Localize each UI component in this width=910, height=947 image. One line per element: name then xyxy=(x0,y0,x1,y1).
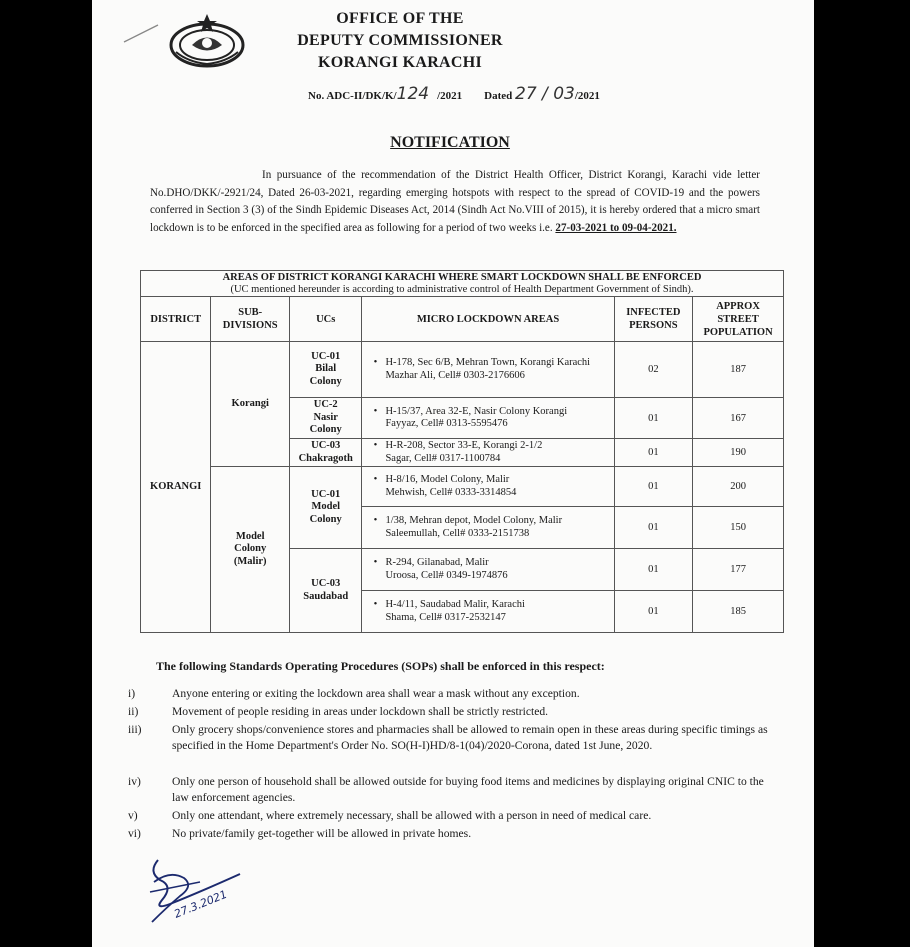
sop-number: iii) xyxy=(128,723,142,736)
area-text: 1/38, Mehran depot, Model Colony, Malir Saleemullah, Cell# 0333-2151738 xyxy=(385,515,563,539)
area-text: H-4/11, Saudabad Malir, Karachi Shama, Cell# 0317-2532147 xyxy=(385,599,525,623)
subdivision-korangi: Korangi xyxy=(211,342,290,467)
area-cell: • H-15/37, Area 32-E, Nasir Colony Korangi Fayyaz, Cell# 0313-5595476 xyxy=(362,398,614,439)
date-day-handwritten: 27 xyxy=(515,84,537,104)
infected-cell: 02 xyxy=(614,342,693,398)
lockdown-period: 27-03-2021 to 09-04-2021. xyxy=(555,221,677,234)
sop-text: Only one person of household shall be allowed outside for buying food items and medicines by displaying original CNIC to the law enforcement agencies. xyxy=(172,775,764,804)
header-infected: INFECTED PERSONS xyxy=(614,297,693,342)
area-cell: • R-294, Gilanabad, Malir Uroosa, Cell# 0349-1974876 xyxy=(362,549,614,591)
header-ucs: UCs xyxy=(290,297,362,342)
header-population: APPROX STREET POPULATION xyxy=(693,297,784,342)
infected-cell: 01 xyxy=(614,507,693,549)
sop-number: ii) xyxy=(128,705,139,718)
subdivision-model-colony: Model Colony (Malir) xyxy=(211,467,290,633)
district-cell: KORANGI xyxy=(141,342,211,633)
uc-cell: UC-01 Bilal Colony xyxy=(290,342,362,398)
area-text: H-R-208, Sector 33-E, Korangi 2-1/2 Sagar, Cell# 0317-1100784 xyxy=(385,440,543,464)
population-cell: 150 xyxy=(693,507,784,549)
sop-number: v) xyxy=(128,809,138,822)
population-cell: 200 xyxy=(693,467,784,507)
header-areas: MICRO LOCKDOWN AREAS xyxy=(362,297,614,342)
header-subdivisions: SUB- DIVISIONS xyxy=(211,297,290,342)
population-cell: 187 xyxy=(693,342,784,398)
office-title-line-2: DEPUTY COMMISSIONER xyxy=(297,32,503,49)
uc-cell: UC-01 Model Colony xyxy=(290,467,362,549)
population-cell: 185 xyxy=(693,591,784,633)
infected-cell: 01 xyxy=(614,591,693,633)
sop-text: Movement of people residing in areas under lockdown shall be strictly restricted. xyxy=(172,705,549,718)
table-title: AREAS OF DISTRICT KORANGI KARACHI WHERE SMART LOCKDOWN SHALL BE ENFORCED xyxy=(222,272,702,283)
table-header-row xyxy=(141,297,784,342)
sop-heading: The following Standards Operating Procedures (SOPs) shall be enforced in this respect: xyxy=(156,659,605,673)
signature-icon xyxy=(140,852,270,928)
right-black-border xyxy=(814,0,910,947)
office-title-line-3: KORANGI KARACHI xyxy=(317,54,483,71)
sop-number: i) xyxy=(128,687,136,700)
sop-number: iv) xyxy=(128,775,141,788)
date-month-handwritten: 03 xyxy=(553,84,575,104)
notification-title: NOTIFICATION xyxy=(390,134,510,151)
area-cell: • H-8/16, Model Colony, Malir Mehwish, Cell# 0333-3314854 xyxy=(362,467,614,507)
infected-cell: 01 xyxy=(614,467,693,507)
table-row xyxy=(141,467,784,507)
intro-paragraph xyxy=(150,167,760,237)
lockdown-table xyxy=(140,270,784,633)
infected-cell: 01 xyxy=(614,439,693,467)
sop-text: No private/family get-together will be allowed in private homes. xyxy=(172,827,472,840)
signature-date: 27.3.2021 xyxy=(172,887,230,921)
reference-year: /2021 xyxy=(437,90,463,102)
area-cell: • H-4/11, Saudabad Malir, Karachi Shama, Cell# 0317-2532147 xyxy=(362,591,614,633)
reference-line: No. ADC-II/DK/K/124 /2021 Dated 27 / 03/2021 xyxy=(308,84,600,104)
infected-cell: 01 xyxy=(614,549,693,591)
uc-cell: UC-03 Chakragoth xyxy=(290,439,362,467)
reference-number-handwritten: 124 xyxy=(396,84,430,104)
table-subtitle: (UC mentioned hereunder is according to administrative control of Health Department Government of Sindh). xyxy=(230,284,694,295)
sop-number: vi) xyxy=(128,827,141,840)
reference-number-prefix: No. ADC-II/DK/K/ xyxy=(308,90,397,102)
area-text: H-8/16, Model Colony, Malir Mehwish, Cell# 0333-3314854 xyxy=(385,474,517,498)
sop-text: Only one attendant, where extremely necessary, shall be allowed with a person in need of medical care. xyxy=(172,809,652,822)
area-text: R-294, Gilanabad, Malir Uroosa, Cell# 0349-1974876 xyxy=(385,557,508,581)
left-black-border xyxy=(0,0,92,947)
intro-text: In pursuance of the recommendation of the District Health Officer, District Korangi, Karachi vide letter No.DHO/DKK/-2921/24, Dated 26-03-2021, regarding emerging hotspots with respect to the spread of COVID-19 and the powers conferred in Section 3 (3) of the Sindh Epidemic Diseases Act, 2014 (Sindh Act No.VIII of 2015), it is hereby ordered that a micro smart lockdown is to be enforced in the specified area as following for a period of two weeks i.e. xyxy=(150,169,760,234)
population-cell: 177 xyxy=(693,549,784,591)
area-text: H-15/37, Area 32-E, Nasir Colony Korangi Fayyaz, Cell# 0313-5595476 xyxy=(385,405,568,429)
area-cell: • 1/38, Mehran depot, Model Colony, Malir Saleemullah, Cell# 0333-2151738 xyxy=(362,507,614,549)
sop-text: Anyone entering or exiting the lockdown area shall wear a mask without any exception. xyxy=(172,687,580,700)
header-district: DISTRICT xyxy=(141,297,211,342)
uc-cell: UC-2 Nasir Colony xyxy=(290,398,362,439)
pen-mark-icon xyxy=(122,22,162,44)
date-year: /2021 xyxy=(574,90,600,102)
infected-cell: 01 xyxy=(614,398,693,439)
table-row xyxy=(141,342,784,398)
uc-cell: UC-03 Saudabad xyxy=(290,549,362,633)
population-cell: 190 xyxy=(693,439,784,467)
area-cell: • H-R-208, Sector 33-E, Korangi 2-1/2 Sagar, Cell# 0317-1100784 xyxy=(362,439,614,467)
sop-text: Only grocery shops/convenience stores and pharmacies shall be allowed to remain open in these areas during specific timings as specified in the Home Department's Order No. SO(H-I)HD/8-1(04)/2020-Corona, dated 1st June, 2020. xyxy=(172,723,768,752)
table-title-row xyxy=(141,271,784,297)
population-cell: 167 xyxy=(693,398,784,439)
dated-label: Dated xyxy=(484,90,513,102)
area-text: H-178, Sec 6/B, Mehran Town, Korangi Karachi Mazhar Ali, Cell# 0303-2176606 xyxy=(385,357,591,381)
office-title-line-1: OFFICE OF THE xyxy=(336,10,464,27)
area-cell: • H-178, Sec 6/B, Mehran Town, Korangi Karachi Mazhar Ali, Cell# 0303-2176606 xyxy=(362,342,614,398)
government-seal-icon xyxy=(168,12,246,68)
